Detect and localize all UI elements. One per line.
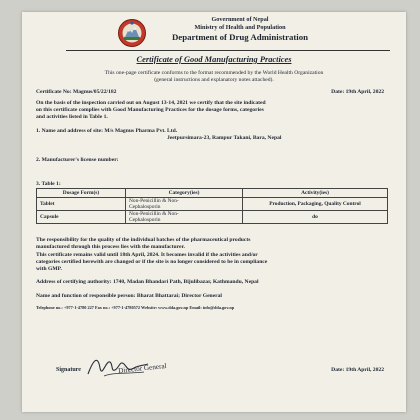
contact-details: Telephone no.: +977-1-4780 227 Fax no.: +977-1-4780572 Website: www.dda.gov.np Email: info@dda.gov.np [36, 305, 235, 310]
header-divider [66, 50, 390, 51]
validity-line-1: This certificate remains valid until 18th April, 2024. It becomes invalid if the activities and/or [36, 252, 258, 258]
ministry-name: Ministry of Health and Population [194, 24, 286, 31]
category-line: Cephalosporin [129, 204, 161, 210]
certificate-title: Certificate of Good Manufacturing Practices [136, 55, 292, 64]
table-header-cell: Category(ies) [126, 189, 243, 198]
table-label: 3. Table 1: [36, 181, 61, 187]
responsible-person: Name and function of responsible person: Bharat Bhattarai; Director General [36, 293, 222, 299]
dosage-form-cell: Capsule [37, 211, 126, 224]
activity-cell: do [243, 211, 388, 224]
category-cell [126, 211, 243, 224]
table-row [37, 198, 388, 211]
table-row [37, 211, 388, 224]
department-name: Department of Drug Administration [171, 32, 309, 42]
license-number-label: 2. Manufacturer's license number: [36, 157, 119, 163]
activity-cell: Production, Packaging, Quality Control [243, 198, 388, 211]
validity-line-2: categories certified herewith are changed or if the site is no longer considered to be in compliance [36, 259, 268, 265]
category-line: Cephalosporin [129, 217, 161, 223]
inspection-line-3: and activities listed in Table 1. [36, 114, 108, 120]
certificate-page [22, 12, 406, 412]
category-line: Non-Penicillin & Non- [129, 198, 179, 204]
footer-date: Date: 19th April, 2022 [331, 367, 384, 373]
certificate-number: Certificate No: Magnus/05/22/182 [36, 89, 117, 95]
signature-title: Director General [117, 361, 167, 375]
intro-line-2: (general instructions and explanatory notes attached). [154, 77, 274, 83]
intro-line-1: This one-page certificate conforms to the format recommended by the World Health Organization [104, 70, 324, 76]
dosage-form-cell: Tablet [37, 198, 126, 211]
table-header-cell: Dosage Form(s) [37, 189, 126, 198]
responsibility-line-2: manufactured through this process lies with the manufacturer. [36, 244, 185, 250]
responsibility-line-1: The responsibility for the quality of the individual batches of the pharmaceutical products [36, 237, 251, 243]
government-name: Government of Nepal [211, 16, 269, 23]
category-line: Non-Penicillin & Non- [129, 211, 179, 217]
table-header-row [37, 189, 388, 198]
inspection-line-2: on this certificate complies with Good Manufacturing Practices for the dosage forms, categories [36, 107, 264, 113]
site-address: Jeetpursimara-23, Rampur Takani, Bara, Nepal [167, 135, 282, 141]
validity-line-3: with GMP. [36, 266, 62, 272]
signature-label: Signature [56, 367, 81, 373]
category-cell [126, 198, 243, 211]
table-header-cell: Activity(ies) [243, 189, 388, 198]
authority-address: Address of certifying authority: 1740, Madan Bhandari Path, Bijulibazar, Kathmandu, Nepal [36, 279, 259, 285]
dosage-table [36, 188, 388, 224]
inspection-line-1: On the basis of the inspection carried out on August 13-14, 2021 we certify that the site indicated [36, 100, 266, 106]
certificate-date: Date: 19th April, 2022 [331, 89, 384, 95]
site-name: 1. Name and address of site: M/s Magnus Pharma Pvt. Ltd. [36, 128, 178, 134]
